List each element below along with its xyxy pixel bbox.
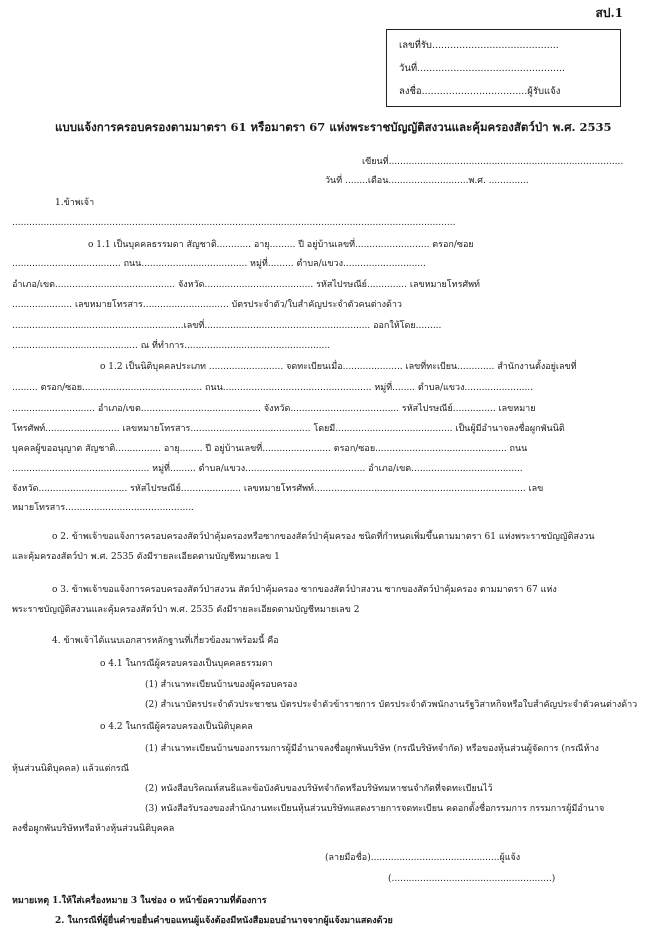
address-line[interactable]: ...................................... ถนน..................................... หมู่ที่......... ตำบล/แขวง............................. <box>12 259 426 269</box>
attachment-4-2-3-cont: ลงชื่อผูกพันบริษัทหรือห้างหุ้นส่วนนิติบุคคล <box>12 824 175 834</box>
option-4-1[interactable]: o 4.1 ในกรณีผู้ครอบครองเป็นบุคคลธรรมดา <box>100 659 273 669</box>
option-1-1-natural-person[interactable]: o 1.1 เป็นบุคคลธรรมดา สัญชาติ............ อายุ......... ปี อยู่บ้านเลขที่.......................... ตรอก/ซอย <box>88 240 474 250</box>
attachment-4-2-3: (3) หนังสือรับรองของสำนักงานทะเบียนหุ้นส่วนบริษัทแสดงรายการจดทะเบียน คดอกตั้งชื่อกรรมการ กรรมการผู้มีอำนาจ <box>145 804 605 814</box>
note-2: 2. ในกรณีที่ผู้ยื่นคำขอยื่นคำขอแทนผู้แจ้งต้องมีหนังสือมอบอำนาจจากผู้แจ้งมาแสดงด้วย <box>55 916 393 926</box>
attachment-4-1-1: (1) สำเนาทะเบียนบ้านของผู้ครอบครอง <box>145 680 298 690</box>
option-3[interactable]: o 3. ข้าพเจ้าขอแจ้งการครอบครองสัตว์ป่าสงวน สัตว์ป่าคุ้มครอง ซากของสัตว์ป่าสงวน ซากของสัตว์ป่าคุ้มครอง ตามมาตรา 67 แห่ง <box>52 585 557 595</box>
signature-name-field[interactable]: (........................................................) <box>388 874 556 884</box>
contact-line[interactable]: ..................... เลขหมายโทรสาร.............................. บัตรประจำตัว/ใบสำคัญประจำตัวคนต่างด้าว <box>12 300 402 310</box>
contact-line[interactable]: โทรศัพท์.......................... เลขหมายโทรสาร.......................................... โดยมี......................................... เป็นผู้มีอำนาจลงชื่อผูกพันนิติ <box>12 424 565 434</box>
form-title: แบบแจ้งการครอบครองตามมาตรา 61 หรือมาตรา 67 แห่งพระราชบัญญัติสงวนและคุ้มครองสัตว์ป่า พ.ศ. 2535 <box>55 120 612 134</box>
issued-at-line[interactable]: ............................................ ณ ที่ทำการ................................................... <box>12 341 331 351</box>
attachment-4-2-2: (2) หนังสือบริคณห์สนธิและข้อบังคับของบริษัทจำกัดหรือบริษัทมหาชนจำกัดที่จดทะเบียนไว้ <box>145 784 493 794</box>
received-date-field[interactable]: วันที่................................................. <box>399 63 566 74</box>
option-2[interactable]: o 2. ข้าพเจ้าขอแจ้งการครอบครองสัตว์ป่าคุ้มครองหรือซากของสัตว์ป่าคุ้มครอง ชนิดที่กำหนดเพิ่มขึ้นตามมาตรา 61 แห่งพระราชบัญญัติสงวน <box>52 532 595 542</box>
attachment-4-1-2: (2) สำเนาบัตรประจำตัวประชาชน บัตรประจำตัวข้าราชการ บัตรประจำตัวพนักงานรัฐวิสาหกิจหรือใบสำคัญประจำตัวคนต่างด้าว <box>145 700 638 710</box>
attachment-4-2-1: (1) สำเนาทะเบียนบ้านของกรรมการผู้มีอำนาจลงชื่อผูกพันบริษัท (กรณีบริษัทจำกัด) หรือของหุ้นส่วนผู้จัดการ (กรณีห้าง <box>145 744 599 754</box>
applicant-label: 1.ข้าพเจ้า <box>55 198 95 208</box>
address-line[interactable]: ................................................ หมู่ที่......... ตำบล/แขวง.......................................... อำเภอ/เขต....................................... <box>12 464 523 474</box>
id-card-line[interactable]: ............................................................เลขที่.......................................................... ออกให้โดย......... <box>12 321 442 331</box>
address-line[interactable]: อำเภอ/เขต.......................................... จังหวัด...................................... รหัสไปรษณีย์.............. เลขหมายโทรศัพท์ <box>12 280 480 290</box>
attachment-4-2-1-cont: หุ้นส่วนนิติบุคคล) แล้วแต่กรณี <box>12 764 130 774</box>
applicant-name-field[interactable]: ........................................................................................................................................................... <box>12 218 456 228</box>
option-4-2[interactable]: o 4.2 ในกรณีผู้ครอบครองเป็นนิติบุคคล <box>100 722 253 732</box>
received-number-field[interactable]: เลขที่รับ.......................................... <box>399 40 559 51</box>
option-2-cont: และคุ้มครองสัตว์ป่า พ.ศ. 2535 ดังมีรายละเอียดตามบัญชีหมายเลข 1 <box>12 552 280 562</box>
address-line[interactable]: ............................. อำเภอ/เขต.......................................... จังหวัด...................................... รหัสไปรษณีย์............... เลขหมาย <box>12 404 536 414</box>
option-3-cont: พระราชบัญญัติสงวนและคุ้มครองสัตว์ป่า พ.ศ. 2535 ดังมีรายละเอียดตามบัญชีหมายเลข 2 <box>12 605 360 615</box>
attachments-heading: 4. ข้าพเจ้าได้แนบเอกสารหลักฐานที่เกี่ยวข้องมาพร้อมนี้ คือ <box>52 636 279 646</box>
form-code: สป.1 <box>595 6 623 20</box>
date-field[interactable]: วันที่ ........เดือน............................พ.ศ. .............. <box>325 176 529 186</box>
note-1: หมายเหตุ 1.ให้ใส่เครื่องหมาย 3 ในช่อง o หน้าข้อความที่ต้องการ <box>12 896 267 906</box>
representative-line[interactable]: บุคคลผู้ขออนุญาต สัญชาติ................ อายุ........ ปี อยู่บ้านเลขที่........................ ตรอก/ซอย.............................................. ถนน <box>12 444 528 454</box>
receiver-signature-field[interactable]: ลงชื่อ...................................ผู้รับแจ้ง <box>399 86 561 97</box>
address-line[interactable]: ......... ตรอก/ซอย.......................................... ถนน.................................................... หมู่ที่........ ตำบล/แขวง........................ <box>12 383 534 393</box>
fax-line[interactable]: หมายโทรสาร............................................. <box>12 503 194 513</box>
written-at-field[interactable]: เขียนที่.................................................................................. <box>362 157 624 167</box>
contact-line[interactable]: จังหวัด............................... รหัสไปรษณีย์..................... เลขหมายโทรศัพท์.......................................................................... เลข <box>12 484 544 494</box>
signature-field[interactable]: (ลายมือชื่อ).............................................ผู้แจ้ง <box>325 853 521 863</box>
receipt-box <box>386 29 621 107</box>
option-1-2-juristic-person[interactable]: o 1.2 เป็นนิติบุคคลประเภท .......................... จดทะเบียนเมื่อ..................... เลขที่ทะเบียน............. สำนักงานตั้งอยู่เลขที่ <box>100 362 577 372</box>
